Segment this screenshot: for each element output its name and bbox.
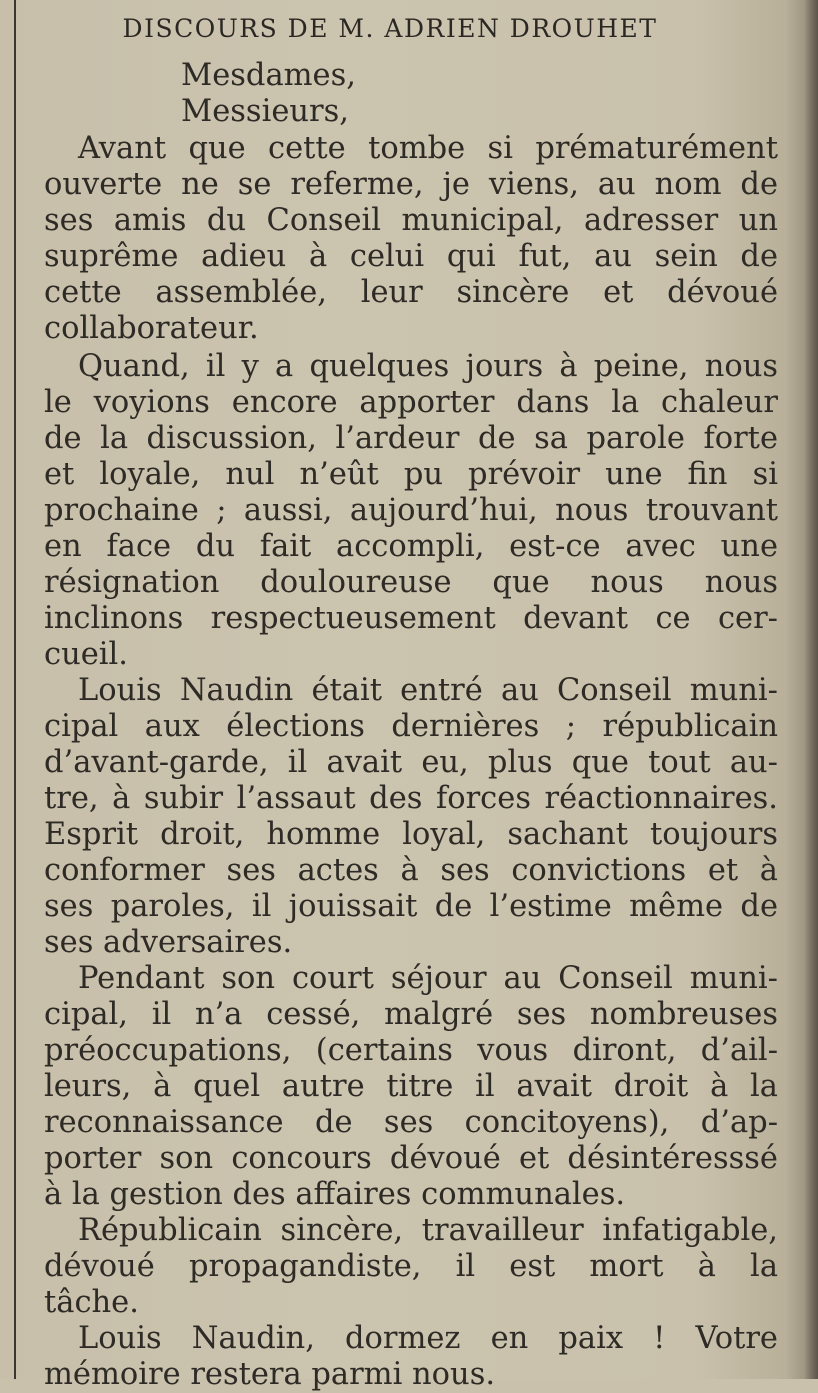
text-line: Esprit droit, homme loyal, sachant toujours [44, 817, 778, 852]
text-line: Pendant son court séjour au Conseil muni- [78, 961, 778, 996]
article-heading: DISCOURS DE M. ADRIEN DROUHET [122, 14, 658, 43]
text-line: cipal, il n’a cessé, malgré ses nombreuses [44, 997, 778, 1032]
text-line: ouverte ne se referme, je viens, au nom de [44, 167, 778, 202]
text-line: inclinons respectueusement devant ce cer- [44, 601, 778, 636]
text-line: ses paroles, il jouissait de l’estime même de [44, 889, 778, 924]
text-line: d’avant-garde, il avait eu, plus que tout au- [44, 745, 778, 780]
text-line: collaborateur. [44, 311, 259, 346]
column-rule [14, 0, 16, 1379]
text-line: dévoué propagandiste, il est mort à la [44, 1249, 778, 1284]
text-line: et loyale, nul n’eût pu prévoir une fin si [44, 457, 778, 492]
text-line: porter son concours dévoué et désintéresssé [44, 1141, 778, 1176]
text-line: mémoire restera parmi nous. [44, 1357, 496, 1392]
text-line: ses amis du Conseil municipal, adresser un [44, 203, 778, 238]
text-line: conformer ses actes à ses convictions et à [44, 853, 778, 888]
text-line: ses adversaires. [44, 925, 293, 960]
text-line: leurs, à quel autre titre il avait droit à la [44, 1069, 778, 1104]
text-line: tâche. [44, 1285, 139, 1320]
text-line: cipal aux élections dernières ; républicain [44, 709, 778, 744]
text-line: cueil. [44, 637, 128, 672]
text-line: suprême adieu à celui qui fut, au sein de [44, 239, 778, 274]
text-line: cette assemblée, leur sincère et dévoué [44, 275, 778, 310]
text-line: Avant que cette tombe si prématurément [78, 131, 778, 166]
salutation-line: Mesdames, [181, 58, 356, 93]
text-line: en face du fait accompli, est-ce avec une [44, 529, 778, 564]
text-line: tre, à subir l’assaut des forces réactionnaires. [44, 781, 778, 816]
page-gutter-shadow [804, 0, 818, 1379]
text-line: prochaine ; aussi, aujourd’hui, nous trouvant [44, 493, 778, 528]
text-line: à la gestion des affaires communales. [44, 1177, 626, 1212]
salutation-line: Messieurs, [181, 94, 349, 129]
text-line: de la discussion, l’ardeur de sa parole forte [44, 421, 778, 456]
text-line: Louis Naudin était entré au Conseil muni- [78, 673, 778, 708]
text-line: le voyions encore apporter dans la chaleur [44, 385, 778, 420]
text-line: reconnaissance de ses concitoyens), d’ap- [44, 1105, 778, 1140]
text-line: résignation douloureuse que nous nous [44, 565, 778, 600]
text-line: Quand, il y a quelques jours à peine, nous [78, 349, 778, 384]
text-line: préoccupations, (certains vous diront, d’ail- [44, 1033, 778, 1068]
text-line: Louis Naudin, dormez en paix ! Votre [78, 1321, 778, 1356]
text-line: Républicain sincère, travailleur infatigable, [78, 1213, 778, 1248]
